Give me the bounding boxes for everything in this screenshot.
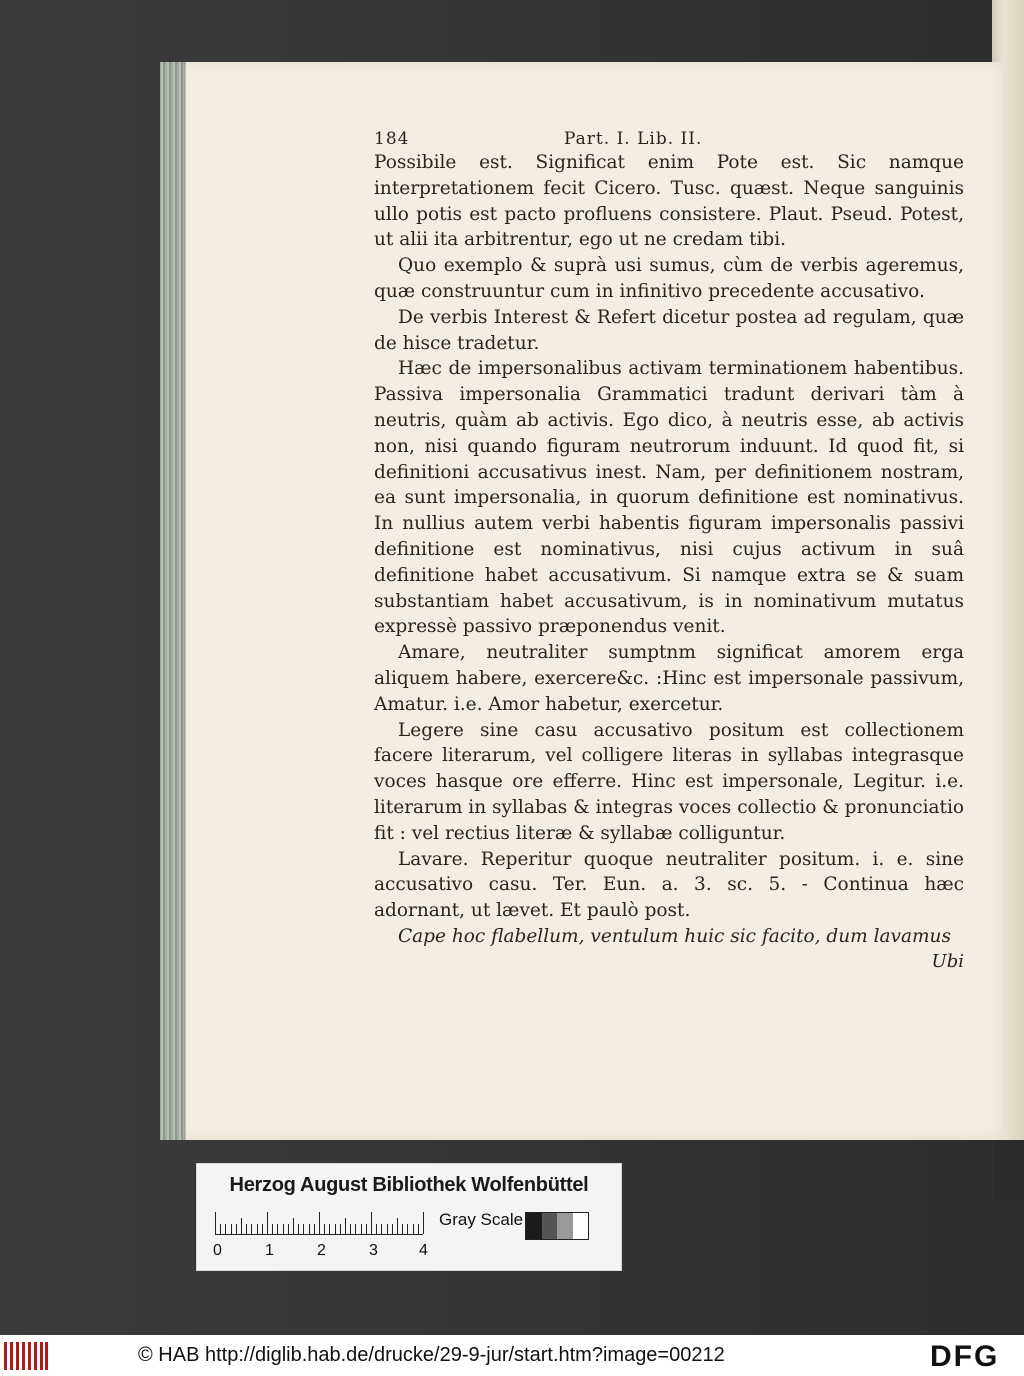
ruler-tick: [272, 1224, 273, 1234]
library-scale-card: [196, 1163, 622, 1271]
hab-logo-icon: [4, 1342, 48, 1370]
ruler-tick: [309, 1224, 310, 1234]
ruler-tick: [231, 1224, 232, 1234]
paragraph: Amare, neutraliter sumptnm significat amorem erga aliquem habere, exercere&c. :Hinc est impersonale passivum, Amatur. i.e. Amor habetur, exercetur.: [374, 642, 964, 715]
ruler-tick: [241, 1218, 242, 1234]
ruler-tick: [335, 1224, 336, 1234]
ruler-tick: [376, 1224, 377, 1234]
ruler-tick: [288, 1224, 289, 1234]
ruler-tick: [277, 1224, 278, 1234]
ruler-tick: [293, 1218, 294, 1234]
gray-swatch: [557, 1213, 573, 1239]
ruler-tick: [371, 1212, 372, 1234]
ruler-tick: [345, 1218, 346, 1234]
gray-scale-label: Gray Scale: [439, 1210, 524, 1229]
quotation-line: Cape hoc flabellum, ventulum huic sic facito, dum lavamus: [398, 925, 951, 947]
ruler-tick: [220, 1224, 221, 1234]
ruler-tick: [381, 1224, 382, 1234]
page-block-edge: [160, 62, 186, 1140]
gray-swatch: [526, 1213, 542, 1239]
paragraph: Legere sine casu accusativo positum est collectionem facere literarum, vel colligere literas in syllabas integrasque voces hasque ore efferre. Hinc est impersonale, Legitur. i.e. literarum in syllabas & integras voces collectio & pronunciatio fit : vel rectius literæ & syllabæ colliguntur.: [374, 719, 964, 844]
ruler-tick: [423, 1212, 424, 1234]
ruler-tick: [262, 1224, 263, 1234]
ruler-tick: [340, 1224, 341, 1234]
ruler-tick: [392, 1224, 393, 1234]
paragraph: Possibile est. Significat enim Pote est. Sic namque interpretationem fecit Cicero. Tusc. quæst. Neque sanguinis ullo potis est pacto profluens consistere. Plaut. Pseud. Potest, ut alii ita arbitrentur, ego ut ne credam tibi.: [374, 152, 964, 251]
facing-page-shadow: [995, 1140, 1024, 1200]
scale-number: 2: [317, 1242, 326, 1259]
gray-scale-swatches: [525, 1212, 589, 1240]
ruler-tick: [319, 1212, 320, 1234]
ruler-scale: [215, 1212, 423, 1235]
ruler-tick: [324, 1224, 325, 1234]
ruler-tick: [355, 1224, 356, 1234]
copyright-link[interactable]: © HAB http://diglib.hab.de/drucke/29-9-jur/start.htm?image=00212: [138, 1344, 725, 1366]
paragraph: Quo exemplo & suprà usi sumus, cùm de verbis ageremus, quæ construuntur cum in infinitivo precedente accusativo.: [374, 255, 964, 302]
ruler-tick: [267, 1212, 268, 1234]
ruler-tick: [361, 1224, 362, 1234]
ruler-tick: [350, 1224, 351, 1234]
ruler-tick: [407, 1224, 408, 1234]
ruler-tick: [225, 1224, 226, 1234]
ruler-tick: [215, 1212, 216, 1234]
gray-swatch: [573, 1213, 589, 1239]
scale-number: 1: [265, 1242, 274, 1259]
gray-swatch: [542, 1213, 558, 1239]
ruler-tick: [366, 1224, 367, 1234]
page-number: 184: [374, 129, 410, 149]
ruler-tick: [418, 1224, 419, 1234]
library-name: Herzog August Bibliothek Wolfenbüttel: [229, 1174, 589, 1196]
ruler-tick: [283, 1224, 284, 1234]
ruler-tick: [298, 1224, 299, 1234]
ruler-tick: [387, 1224, 388, 1234]
ruler-tick: [236, 1224, 237, 1234]
ruler-tick: [246, 1224, 247, 1234]
scale-number: 4: [419, 1242, 428, 1259]
ruler-tick: [397, 1218, 398, 1234]
ruler-tick: [329, 1224, 330, 1234]
running-head-title: Part. I. Lib. II.: [564, 129, 703, 149]
page-text: [374, 128, 964, 974]
footer-bar: [0, 1335, 1024, 1376]
ruler-tick: [257, 1224, 258, 1234]
ruler-tick: [251, 1224, 252, 1234]
catch-word: Ubi: [931, 950, 964, 972]
scale-number: 0: [213, 1242, 222, 1259]
running-head: [374, 128, 774, 150]
ruler-tick: [413, 1224, 414, 1234]
scale-number: 3: [369, 1242, 378, 1259]
ruler-tick: [303, 1224, 304, 1234]
ruler-tick: [402, 1224, 403, 1234]
dfg-logo: DFG: [930, 1340, 1000, 1373]
paragraph: Lavare. Reperitur quoque neutraliter positum. i. e. sine accusativo casu. Ter. Eun. a. 3. sc. 5. - Continua hæc adornant, ut lævet. Et paulò post.: [374, 848, 964, 922]
paragraph: Hæc de impersonalibus activam terminationem habentibus. Passiva impersonalia Grammatici tradunt derivari tàm à neutris, quàm ab activis. Ego dico, à neutris esse, ab activis non, nisi quando figuram neutrorum induunt. Id quod fit, si definitioni accusativus inest. Nam, per definitionem nostram, ea sunt impersonalia, in quorum definitione est nominativus. In nullius autem verbi habentis figuram impersonalis passivi definitione est nominativus, nisi cujus activum in suâ definitione habet accusativum. Si namque extra se & suam substantiam habet accusativum, is in nominativum mutatus expressè passivo præponendus venit.: [374, 358, 964, 638]
ruler-tick: [314, 1224, 315, 1234]
paragraph: De verbis Interest & Refert dicetur postea ad regulam, quæ de hisce tradetur.: [374, 306, 964, 354]
